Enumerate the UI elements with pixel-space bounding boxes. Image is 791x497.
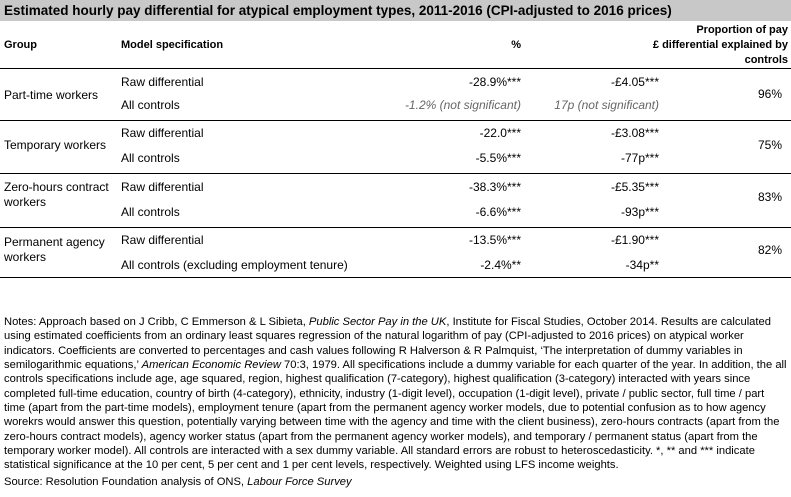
group-proportion: 82% (757, 243, 782, 257)
row-gbp: -£5.35*** (610, 180, 659, 194)
group-rule (0, 173, 791, 174)
header-pounds: £ (652, 39, 659, 51)
header-model-specification: Model specification (121, 39, 224, 51)
notes-text: Notes: Approach based on J Cribb, C Emmerson & L Sibieta, (4, 316, 309, 328)
row-gbp: -£1.90*** (610, 233, 659, 247)
group-label-temporary: Temporary workers (4, 138, 107, 152)
row-spec: Raw differential (121, 180, 204, 194)
group-rule (0, 120, 791, 121)
row-spec: Raw differential (121, 233, 204, 247)
table-bottom-rule (0, 277, 791, 278)
group-label-part-time: Part-time workers (4, 88, 99, 102)
header-percent: % (511, 39, 521, 51)
row-gbp: -£3.08*** (610, 126, 659, 140)
row-pct: -38.3%*** (468, 180, 521, 194)
notes-text: 70:3, 1979. All specifications include a dummy variable for each quarter of the year. In addition, the all controls specifications include age, age squared, region, highest qualification (7-category), highest qualification (3-category) interacted with years since completed full-time education, country of birth (4-category), ethnicity, industry (1-digit level), occupation (1-digit level), private / public sector, full time / part time (apart from the part-time models), employment tenure (apart from the permanent agency worker models, due to potential confusion as to how agency worekrs would answer this question, potentially varying between time with the agency and time with the client business), zero-hours contracts (apart from the zero-hours contract models), agency worker status (apart from the permanent agency worker models), and temporary / permanent status (apart from the temporary worker model). All controls are interacted with a sex dummy variable. All standard errors are robust to heteroscedasticity. *, ** and *** indicate statistical significance at the 10 per cent, 5 per cent and 1 per cent levels, respectively. Weighted using LFS income weights. (4, 359, 787, 472)
row-gbp: -93p*** (620, 205, 659, 219)
group-label-zero-hours: Zero-hours contract workers (4, 180, 109, 209)
table-notes (4, 315, 788, 473)
source-line (4, 475, 352, 489)
header-rule (0, 68, 791, 69)
row-pct: -13.5%*** (468, 233, 521, 247)
group-proportion: 75% (757, 138, 782, 152)
group-label-permanent-agency: Permanent agency workers (4, 235, 105, 264)
row-pct: -22.0*** (479, 126, 521, 140)
header-proportion-explained: Proportion of pay differential explained by controls (662, 24, 788, 66)
notes-citation-title: Public Sector Pay in the UK (308, 316, 447, 328)
header-group: Group (4, 39, 37, 51)
row-pct: -1.2% (not significant) (404, 98, 521, 112)
source-survey-title: Labour Force Survey (247, 476, 352, 488)
row-gbp: -77p*** (620, 151, 659, 165)
row-pct: -2.4%** (480, 258, 521, 272)
row-spec: All controls (121, 205, 180, 219)
row-pct: -6.6%*** (475, 205, 521, 219)
row-spec: All controls (excluding employment tenure) (121, 258, 348, 272)
group-proportion: 96% (757, 87, 782, 101)
row-pct: -28.9%*** (468, 75, 521, 89)
row-gbp: 17p (not significant) (554, 98, 659, 112)
row-gbp: -£4.05*** (610, 75, 659, 89)
notes-text: , Institute for Fiscal Studies, October 2014. Results are calculated using estimated coefficients from an ordinary least squares regression of the natural logarithm of pay (CPI-adjusted to 2016 prices) on atypical worker indicators. Coefficients are converted to percentages and cash values following R Halverson & R Palmquist, ‘The interpretation of dummy variables in semilogarithmic equations,’ (4, 316, 771, 372)
table-title: Estimated hourly pay differential for atypical employment types, 2011-2016 (CPI-adjusted to 2016 prices) (0, 0, 791, 21)
row-spec: All controls (121, 98, 180, 112)
source-text: Source: Resolution Foundation analysis of ONS, (4, 476, 248, 488)
notes-journal-title: American Economic Review (141, 359, 281, 372)
row-spec: Raw differential (121, 126, 204, 140)
group-proportion: 83% (757, 190, 782, 204)
row-spec: Raw differential (121, 75, 204, 89)
group-rule (0, 227, 791, 228)
row-pct: -5.5%*** (475, 151, 521, 165)
row-gbp: -34p** (625, 258, 659, 272)
row-spec: All controls (121, 151, 180, 165)
